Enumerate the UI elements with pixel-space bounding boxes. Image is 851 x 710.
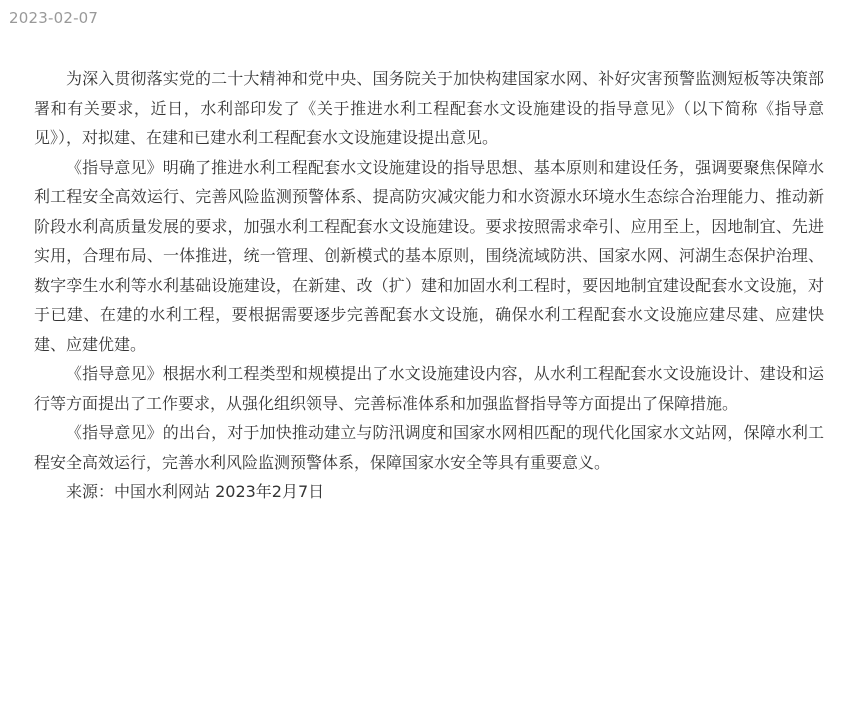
source-line: 来源：中国水利网站 2023年2月7日 (66, 482, 325, 501)
paragraph: 《指导意见》根据水利工程类型和规模提出了水文设施建设内容，从水利工程配套水文设施设计、建设和运行等方面提出了工作要求，从强化组织领导、完善标准体系和加强监督指导等方面提出了保障措施。 (34, 364, 824, 413)
paragraph: 《指导意见》明确了推进水利工程配套水文设施建设的指导思想、基本原则和建设任务，强调要聚焦保障水利工程安全高效运行、完善风险监测预警体系、提高防灾减灾能力和水资源水环境水生态综合治理能力、推动新阶段水利高质量发展的要求，加强水利工程配套水文设施建设。要求按照需求牵引、应用至上，因地制宜、先进实用，合理布局、一体推进，统一管理、创新模式的基本原则，围绕流域防洪、国家水网、河湖生态保护治理、数字孪生水利等水利基础设施建设，在新建、改（扩）建和加固水利工程时，要因地制宜建设配套水文设施，对于已建、在建的水利工程，要根据需要逐步完善配套水文设施，确保水利工程配套水文设施应建尽建、应建快建、应建优建。 (34, 157, 824, 354)
paragraph: 为深入贯彻落实党的二十大精神和党中央、国务院关于加快构建国家水网、补好灾害预警监测短板等决策部署和有关要求，近日，水利部印发了《关于推进水利工程配套水文设施建设的指导意见》（以下简称《指导意见》），对拟建、在建和已建水利工程配套水文设施建设提出意见。 (34, 69, 824, 147)
publish-date: 2023-02-07 (9, 9, 99, 27)
paragraph: 《指导意见》的出台，对于加快推动建立与防汛调度和国家水网相匹配的现代化国家水文站网，保障水利工程安全高效运行，完善水利风险监测预警体系，保障国家水安全等具有重要意义。 (34, 423, 824, 472)
article-body (34, 64, 824, 507)
